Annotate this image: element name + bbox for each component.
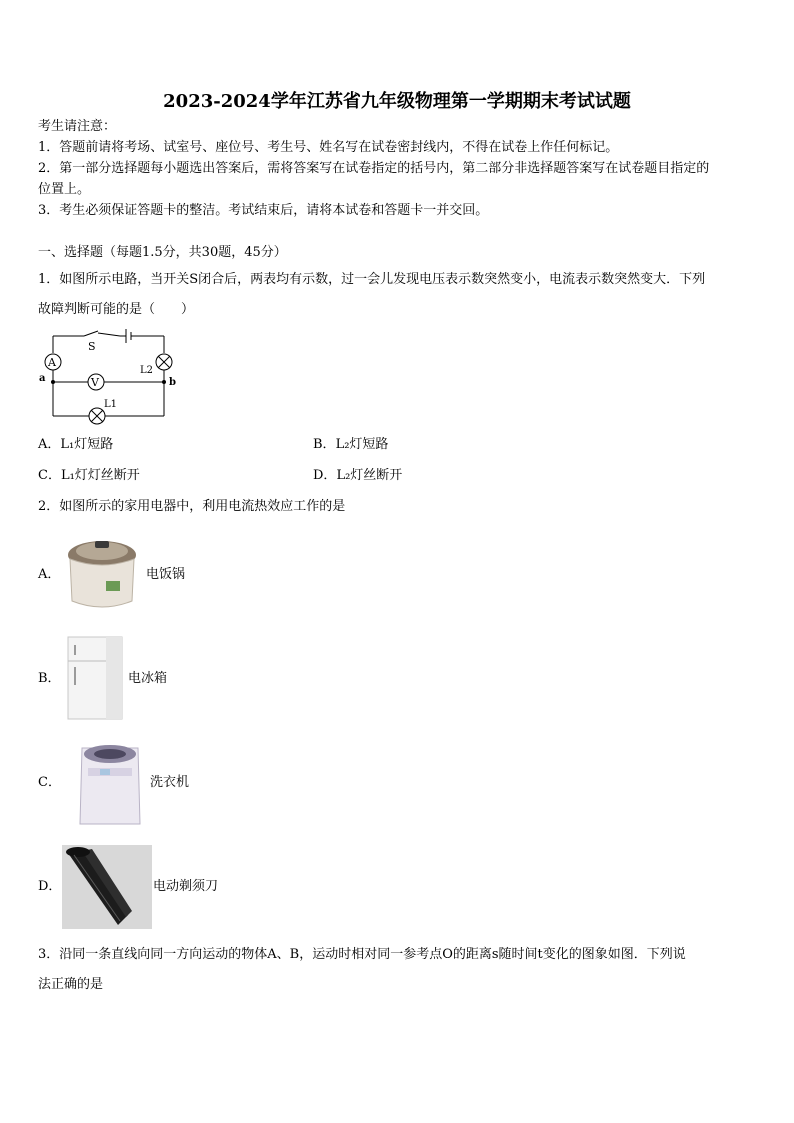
option-letter: B．	[313, 437, 336, 452]
option-text: L₂灯短路	[335, 437, 389, 452]
notice-heading: 考生请注意：	[38, 119, 117, 134]
q2-option-b-text: 电冰箱	[128, 671, 168, 686]
q2-option-b-letter[interactable]: B．	[38, 671, 61, 686]
refrigerator-image	[66, 635, 124, 721]
page-title: 2023-2024学年江苏省九年级物理第一学期期末考试试题	[163, 91, 631, 112]
q2-option-c-text: 洗衣机	[150, 775, 190, 790]
question-2-stem: 2．如图所示的家用电器中，利用电流热效应工作的是	[38, 499, 346, 514]
notice-item: 2．第一部分选择题每小题选出答案后，需将答案写在试卷指定的括号内，第二部分非选择题答案写在试卷题目指定的	[38, 161, 710, 176]
q2-option-a-letter[interactable]: A．	[38, 567, 61, 582]
q2-option-d-letter[interactable]: D．	[38, 879, 62, 894]
node-a-label: a	[39, 373, 46, 384]
notice-item: 3．考生必须保证答题卡的整洁。考试结束后，请将本试卷和答题卡一并交回。	[38, 203, 489, 218]
node-b-label: b	[169, 377, 176, 388]
q1-option-b[interactable]	[313, 435, 388, 455]
section-heading: 一、选择题（每题1.5分，共30题，45分）	[38, 245, 287, 260]
question-3-stem: 3．沿同一条直线向同一方向运动的物体A、B，运动时相对同一参考点O的距离s随时间t变化的图象如图．下列说	[38, 947, 686, 962]
q2-option-c-letter[interactable]: C．	[38, 775, 61, 790]
option-text: L₁灯灯丝断开	[60, 468, 140, 483]
ammeter-label: A	[48, 356, 56, 369]
option-letter: C．	[38, 468, 61, 483]
question-1-stem: 1．如图所示电路，当开关S闭合后，两表均有示数，过一会儿发现电压表示数突然变小，电流表示数突然变大．下列	[38, 272, 706, 287]
voltmeter-label: V	[91, 376, 99, 389]
q2-option-d-text: 电动剃须刀	[153, 879, 219, 894]
electric-shaver-image	[62, 845, 152, 929]
notice-item: 1．答题前请将考场、试室号、座位号、考生号、姓名写在试卷密封线内，不得在试卷上作任何标记。	[38, 140, 619, 155]
q1-option-a[interactable]	[38, 435, 113, 455]
option-letter: A．	[38, 437, 61, 452]
option-letter: D．	[313, 468, 337, 483]
washing-machine-image	[78, 738, 142, 828]
question-1-stem-cont: 故障判断可能的是（ ）	[38, 302, 195, 317]
switch-label: S	[88, 340, 96, 353]
lamp1-label: L1	[104, 399, 118, 410]
option-text: L₂灯丝断开	[336, 468, 403, 483]
rice-cooker-image	[62, 535, 142, 615]
lamp2-label: L2	[140, 365, 154, 376]
q1-option-d[interactable]	[313, 466, 402, 486]
option-text: L₁灯短路	[60, 437, 114, 452]
q2-option-a-text: 电饭锅	[146, 567, 186, 582]
q1-option-c[interactable]	[38, 466, 140, 486]
question-3-stem-cont: 法正确的是	[38, 977, 104, 992]
circuit-diagram	[36, 326, 180, 428]
notice-item: 位置上。	[38, 182, 91, 197]
